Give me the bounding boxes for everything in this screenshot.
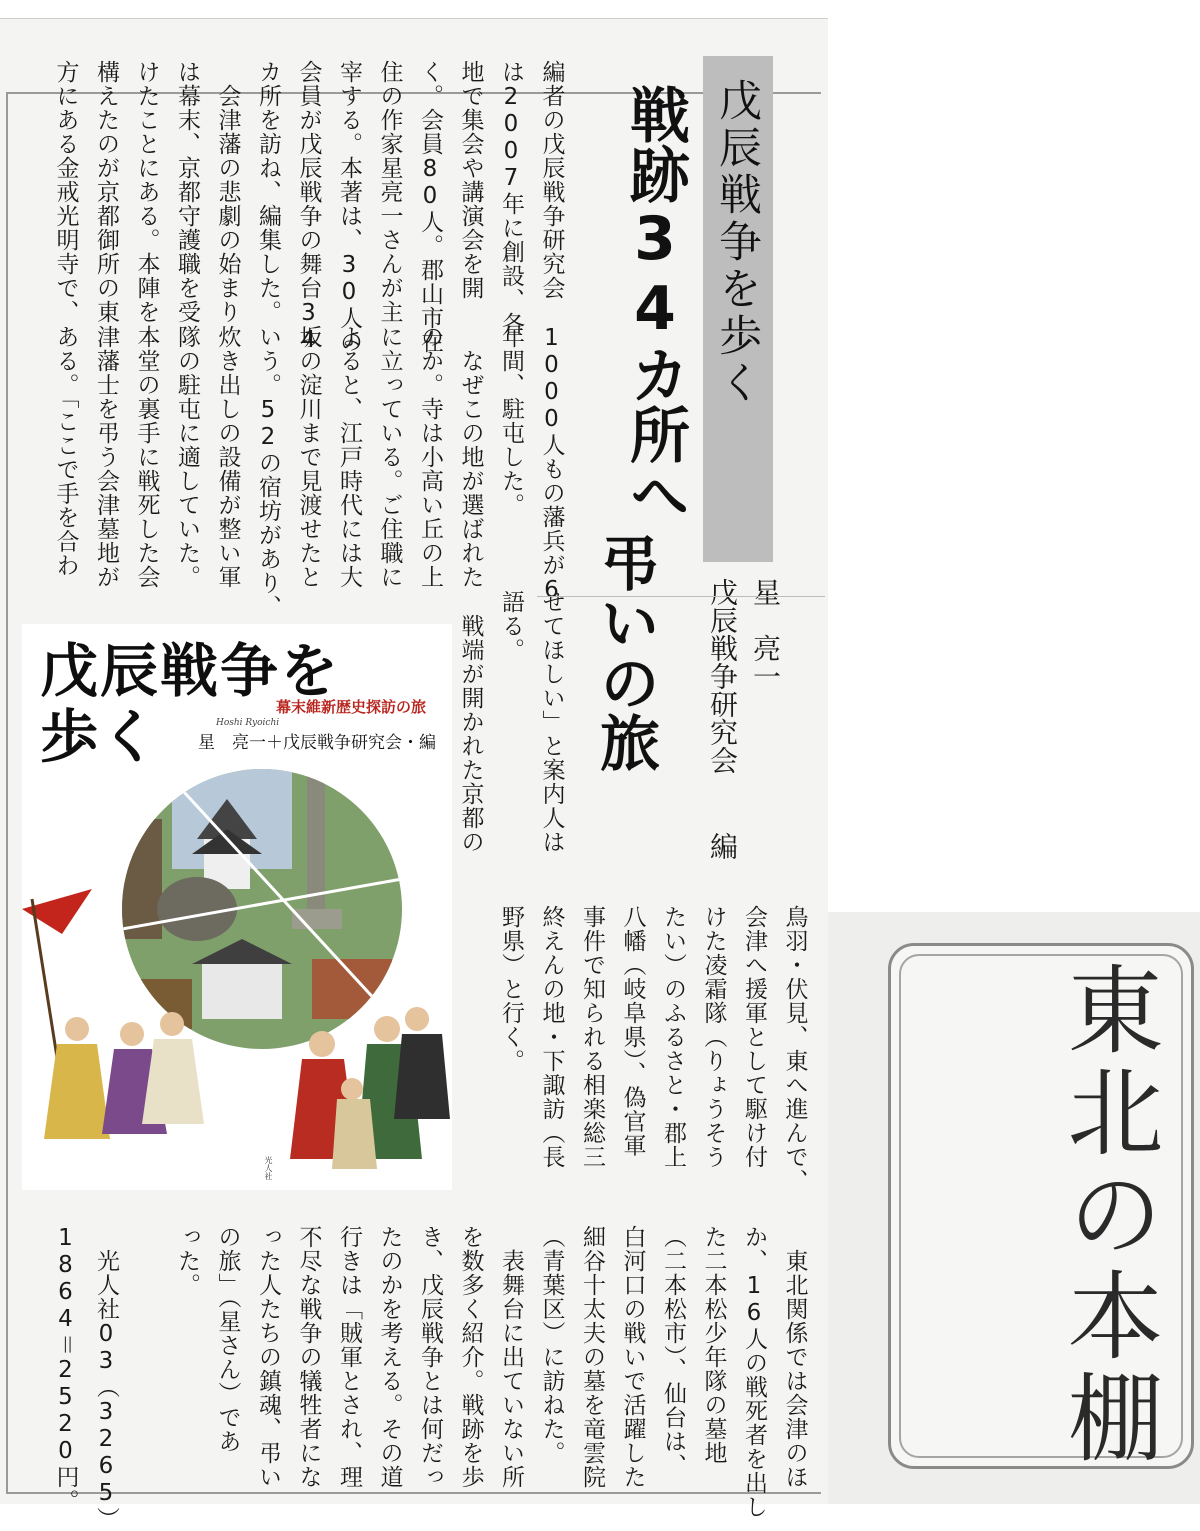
frame-rule-bottom xyxy=(6,1492,821,1494)
cover-author-line: 星 亮一＋戊辰戦争研究会・編 xyxy=(198,733,436,753)
body-column: 細谷十太夫の墓を竜雲院 xyxy=(579,1225,605,1489)
body-column: 1000人もの藩兵が6 xyxy=(538,325,565,604)
body-column: けた凌霜隊（りょうそう xyxy=(700,905,727,1169)
body-column: 白河口の戦いで活躍した xyxy=(619,1225,646,1489)
body-column: は2007年に創設、各 xyxy=(498,60,524,336)
kicker-text: 戊辰戦争を歩く xyxy=(712,78,762,407)
body-column: 不尽な戦争の犠牲者にな xyxy=(295,1225,322,1489)
body-column: った。 xyxy=(174,1225,200,1297)
body-column: 津藩士を弔う会津墓地が xyxy=(93,325,119,589)
body-column: は幕末、京都守護職を受 xyxy=(174,60,200,324)
body-column: なぜこの地が選ばれた xyxy=(457,325,484,589)
body-column: 光人社03（3265） xyxy=(93,1225,119,1531)
body-column: 行きは「賊軍とされ、理 xyxy=(336,1225,362,1489)
body-column: 地で集会や講演会を開 xyxy=(457,60,484,300)
body-column: 編者の戊辰戦争研究会 xyxy=(538,60,565,300)
cover-illustration xyxy=(22,759,452,1189)
body-column: き、戊辰戦争とは何だっ xyxy=(417,1225,443,1489)
cover-publisher-mark: 光人社 xyxy=(264,1156,273,1180)
body-column: た二本松少年隊の墓地 xyxy=(700,1225,727,1465)
byline-author: 星 亮一 xyxy=(749,578,782,690)
body-column: か、16人の戦死者を出し xyxy=(741,1225,767,1519)
body-column: 語る。 xyxy=(498,590,524,662)
body-column: 1864＝2520円。 xyxy=(52,1225,79,1513)
body-column: に立っている。ご住職に xyxy=(376,325,403,589)
body-column: 構えたのが京都御所の東 xyxy=(93,60,119,324)
body-column: たのかを考える。その道 xyxy=(376,1225,403,1489)
cover-title-line-1: 戊辰戦争を xyxy=(40,637,341,705)
body-column: （青葉区）に訪ねた。 xyxy=(538,1225,565,1465)
body-column: 方にある金戒光明寺で、 xyxy=(52,60,79,324)
body-column: 八幡（岐阜県）、偽官軍 xyxy=(619,905,646,1158)
byline-org: 戊辰戦争研究会 xyxy=(706,578,739,774)
body-column: たい）のふるさと・郡上 xyxy=(660,905,686,1169)
body-column: ある。「ここで手を合わ xyxy=(52,325,79,578)
cover-roman-author: Hoshi Ryoichi xyxy=(216,718,280,728)
body-column: けたことにある。本陣を xyxy=(133,60,160,324)
body-column: 隊の駐屯に適していた。 xyxy=(174,325,200,589)
section-divider xyxy=(537,596,825,597)
body-column: 東北関係では会津のほ xyxy=(781,1225,808,1489)
cover-title-line-2: 歩く xyxy=(40,703,161,771)
frame-rule-left xyxy=(6,92,8,1492)
body-column: カ所を訪ね、編集した。 xyxy=(255,60,281,324)
body-column: 終えんの地・下諏訪（長 xyxy=(538,905,565,1169)
body-column: 本堂の裏手に戦死した会 xyxy=(133,325,160,589)
body-column: せてほしい」と案内人は xyxy=(538,590,565,854)
body-column: 坂の淀川まで見渡せたと xyxy=(295,325,322,589)
body-column: を数多く紹介。戦跡を歩 xyxy=(457,1225,484,1489)
body-column: 宰する。本著は、30人の xyxy=(336,60,362,354)
body-column: 会津へ援軍として駆け付 xyxy=(741,905,767,1169)
body-column: のか。寺は小高い丘の上 xyxy=(417,325,443,589)
cover-subtitle: 幕末維新歴史探訪の旅 xyxy=(276,698,427,716)
body-column: よると、江戸時代には大 xyxy=(336,325,362,589)
column-logo: 東北の本棚 xyxy=(1052,960,1164,1470)
body-column: 事件で知られる相楽総三 xyxy=(579,905,605,1169)
body-column: 野県）と行く。 xyxy=(498,905,524,1073)
body-column: 炊き出しの設備が整い軍 xyxy=(214,325,241,589)
body-column: 年間、駐屯した。 xyxy=(498,325,524,517)
body-column: の旅」（星さん）であ xyxy=(214,1225,241,1454)
body-column: 表舞台に出ていない所 xyxy=(498,1225,524,1489)
byline-role: 編 xyxy=(706,832,739,860)
book-cover-image xyxy=(22,624,452,1190)
body-column: 住の作家星亮一さんが主 xyxy=(376,60,403,324)
clipped-previous-headline xyxy=(0,0,828,19)
body-column: く。会員80人。郡山市在 xyxy=(417,60,443,354)
body-column: （二本松市）、仙台は、 xyxy=(660,1225,686,1478)
body-column: いう。52の宿坊があり、 xyxy=(255,325,281,619)
headline-line-2: 弔いの旅 xyxy=(590,532,660,772)
body-column: った人たちの鎮魂、弔い xyxy=(255,1225,281,1489)
body-column: 鳥羽・伏見、東へ進んで、 xyxy=(781,905,808,1193)
headline-line-1: 戦跡34カ所へ xyxy=(620,84,690,524)
body-column: 戦端が開かれた京都の xyxy=(457,590,484,854)
body-column: 会員が戊辰戦争の舞台34 xyxy=(295,60,322,354)
body-column: 会津藩の悲劇の始まり xyxy=(214,60,241,324)
